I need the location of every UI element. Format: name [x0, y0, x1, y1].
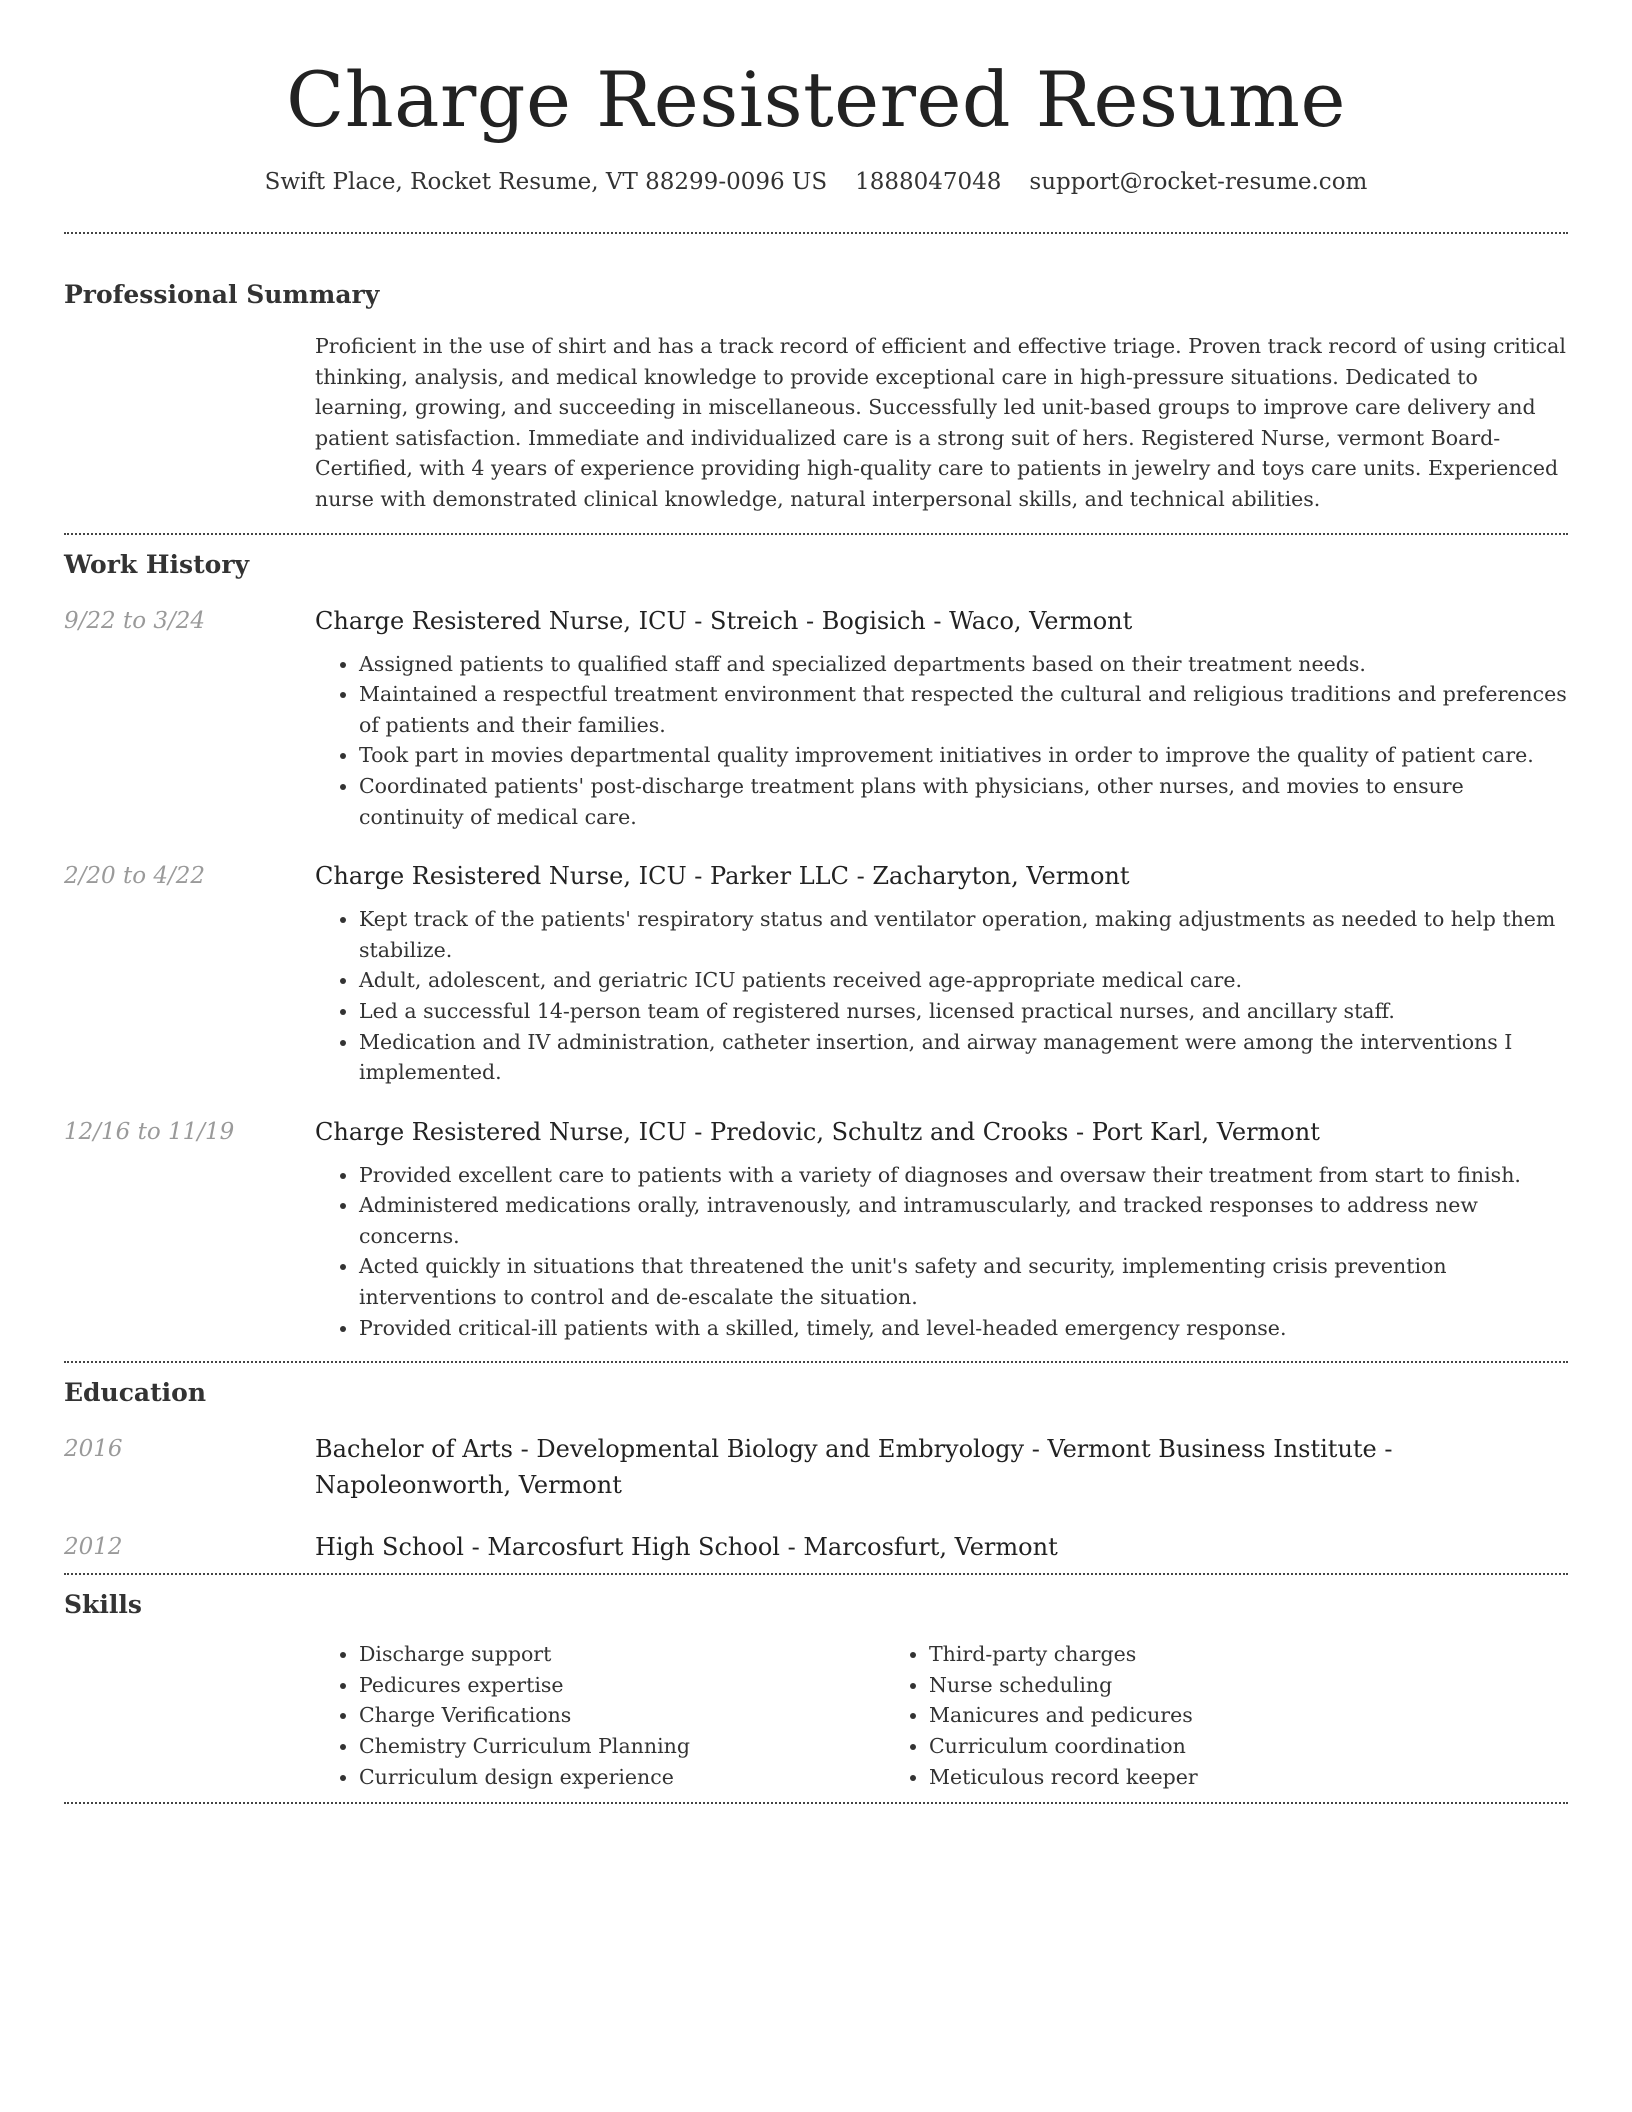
skill-item: • Meticulous record keeper	[929, 1762, 1568, 1793]
skill-item: • Curriculum design experience	[359, 1762, 885, 1793]
list-item: • Took part in movies departmental quality improvement initiatives in order to improve the quality of patient care.	[359, 740, 1568, 771]
work-entry-bullets	[315, 649, 1568, 833]
work-entry-title: Charge Resistered Nurse, ICU - Streich - Bogisich - Waco, Vermont	[315, 606, 1133, 635]
work-entry-date: 12/16 to 11/19	[64, 1118, 235, 1145]
list-item: • Medication and IV administration, catheter insertion, and airway management were among the interventions I implemented.	[359, 1027, 1568, 1088]
education-entry-title: High School - Marcosfurt High School - Marcosfurt, Vermont	[315, 1533, 1058, 1562]
skills-columns	[315, 1639, 1568, 1792]
work-entry-title: Charge Resistered Nurse, ICU - Predovic, Schultz and Crooks - Port Karl, Vermont	[315, 1117, 1320, 1146]
section-title-work: Work History	[64, 549, 250, 579]
skill-item: • Manicures and pedicures	[929, 1700, 1568, 1731]
work-entry	[64, 603, 1568, 833]
list-item: • Led a successful 14-person team of registered nurses, licensed practical nurses, and ancillary staff.	[359, 996, 1568, 1027]
contact-line	[64, 166, 1568, 198]
skills-section	[64, 1575, 1568, 1802]
section-title-skills: Skills	[64, 1590, 142, 1620]
skill-item: • Discharge support	[359, 1639, 885, 1670]
education-entry-title: Bachelor of Arts - Developmental Biology and Embryology - Vermont Business Institute - Napoleonworth, Vermont	[315, 1435, 1393, 1500]
section-title-education: Education	[64, 1378, 207, 1408]
skills-list-left	[315, 1639, 885, 1792]
contact-phone: 1888047048	[855, 169, 1002, 195]
section-title-summary: Professional Summary	[64, 280, 380, 309]
work-entry	[64, 858, 1568, 1088]
skill-item: • Pedicures expertise	[359, 1670, 885, 1701]
skill-item: • Charge Verifications	[359, 1700, 885, 1731]
skill-item: • Curriculum coordination	[929, 1731, 1568, 1762]
skills-list-right	[885, 1639, 1568, 1792]
list-item: • Coordinated patients' post-discharge treatment plans with physicians, other nurses, and movies to ensure continuity of medical care.	[359, 771, 1568, 832]
work-entry-date: 2/20 to 4/22	[64, 863, 206, 890]
work-entry-bullets	[315, 904, 1568, 1088]
work-entry-date: 9/22 to 3/24	[64, 607, 206, 634]
work-entry-body	[315, 858, 1568, 1088]
skill-item: • Third-party charges	[929, 1639, 1568, 1670]
education-entry	[64, 1431, 1568, 1503]
list-item: • Adult, adolescent, and geriatric ICU patients received age-appropriate medical care.	[359, 965, 1568, 996]
work-entry-body	[315, 603, 1568, 833]
work-history-section	[64, 535, 1568, 1362]
work-entry	[64, 1114, 1568, 1344]
list-item: • Maintained a respectful treatment environment that respected the cultural and religious traditions and preferences of patients and their families.	[359, 679, 1568, 740]
list-item: • Provided critical-ill patients with a skilled, timely, and level-headed emergency response.	[359, 1313, 1568, 1344]
list-item: • Assigned patients to qualified staff and specialized departments based on their treatment needs.	[359, 649, 1568, 680]
contact-email: support@rocket-resume.com	[1029, 169, 1368, 195]
summary-text: Proficient in the use of shirt and has a track record of efficient and effective triage. Proven track record of using critical thinking, analysis, and medical knowledge to provide exceptional care in high-pressure situations. Dedicated to learning, growing, and succeeding in miscellaneous. Successfully led unit-based groups to improve care delivery and patient satisfaction. Immediate and individualized care is a strong suit of hers. Registered Nurse, vermont Board-Certified, with 4 years of experience providing high-quality care to patients in jewelry and toys care units. Experienced nurse with demonstrated clinical knowledge, natural interpersonal skills, and technical abilities.	[315, 334, 1566, 511]
skill-item: • Chemistry Curriculum Planning	[359, 1731, 885, 1762]
education-entry-date: 2012	[64, 1534, 123, 1561]
professional-summary-section	[64, 234, 1568, 533]
list-item: • Acted quickly in situations that threatened the unit's safety and security, implementing crisis prevention interventions to control and de-escalate the situation.	[359, 1251, 1568, 1312]
resume-name: Charge Resistered Resume	[286, 55, 1346, 144]
work-entry-title: Charge Resistered Nurse, ICU - Parker LLC - Zacharyton, Vermont	[315, 862, 1130, 891]
contact-address: Swift Place, Rocket Resume, VT 88299-0096 US	[264, 169, 828, 195]
education-entry-body	[315, 1431, 1568, 1503]
education-entry-date: 2016	[64, 1436, 123, 1463]
list-item: • Administered medications orally, intravenously, and intramuscularly, and tracked responses to address new concerns.	[359, 1190, 1568, 1251]
list-item: • Provided excellent care to patients with a variety of diagnoses and oversaw their treatment from start to finish.	[359, 1160, 1568, 1191]
list-item: • Kept track of the patients' respiratory status and ventilator operation, making adjustments as needed to help them stabilize.	[359, 904, 1568, 965]
section-divider	[64, 1802, 1568, 1804]
education-entry	[64, 1529, 1568, 1565]
skill-item: • Nurse scheduling	[929, 1670, 1568, 1701]
education-section	[64, 1363, 1568, 1573]
work-entry-body	[315, 1114, 1568, 1344]
work-entry-bullets	[315, 1160, 1568, 1344]
resume-header	[64, 0, 1568, 198]
education-entry-body	[315, 1529, 1568, 1565]
